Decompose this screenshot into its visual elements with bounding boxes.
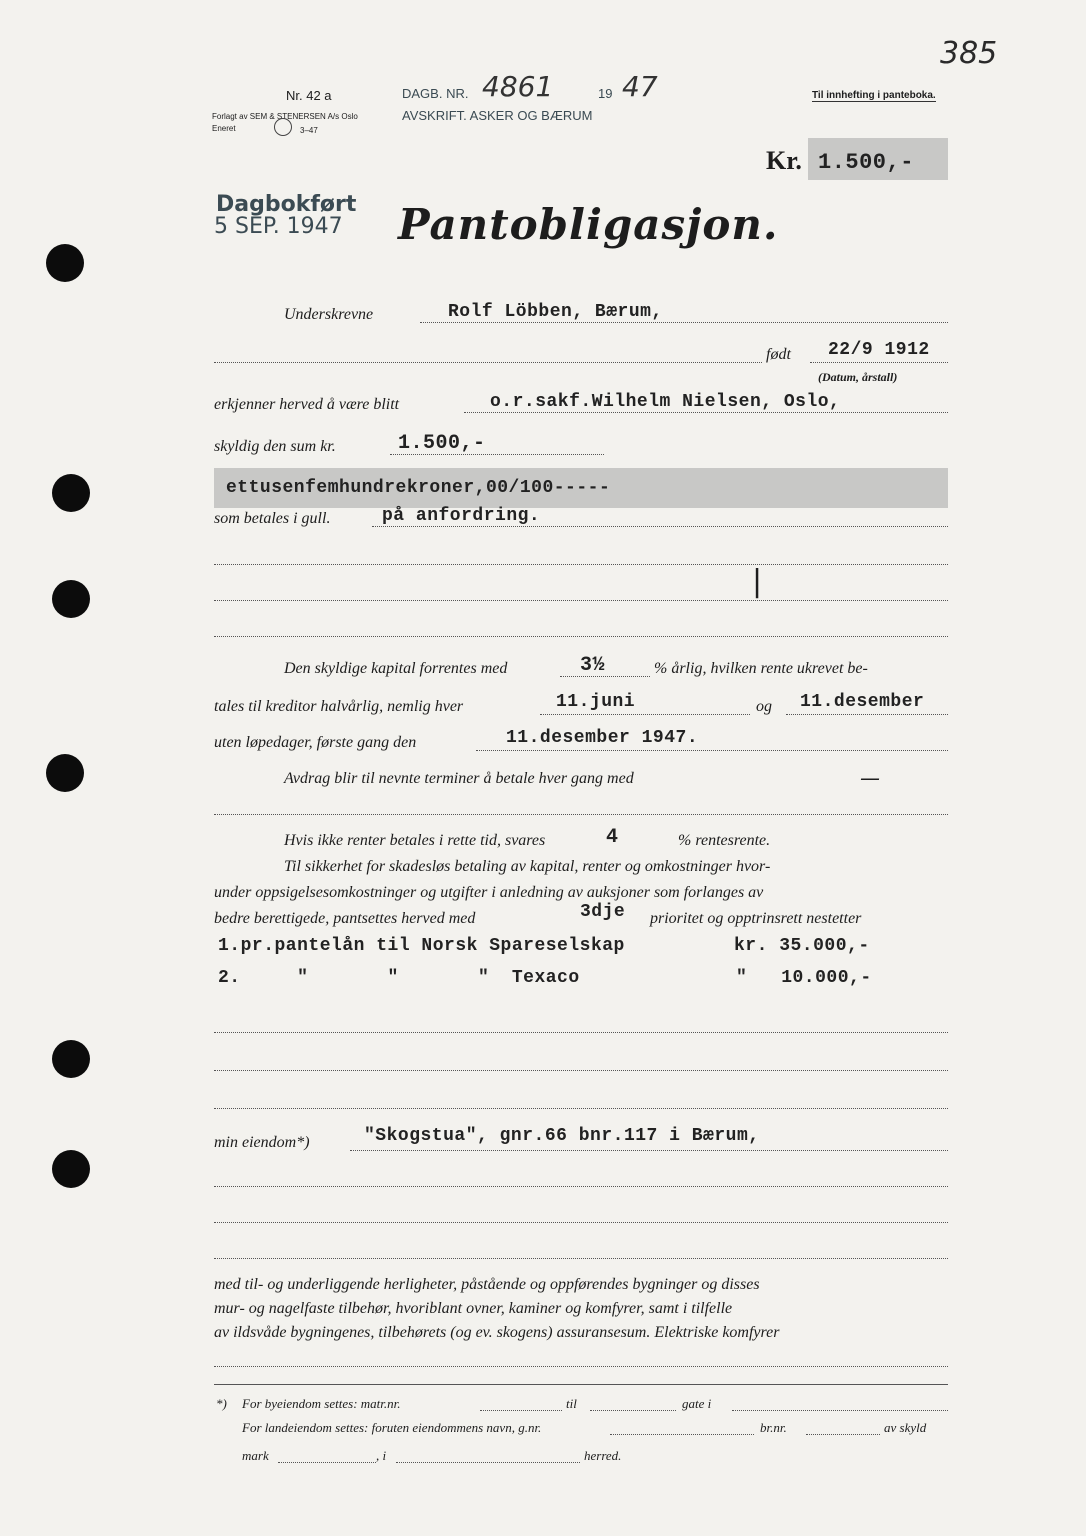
interest-rate: 3½ <box>580 654 606 677</box>
underskrevne-label: Underskrevne <box>284 306 374 323</box>
penalty-line: Hvis ikke renter betales i rette tid, svares <box>284 832 546 849</box>
kr-label: Kr. <box>766 146 802 175</box>
security-line3: bedre berettigede, pantsettes herved med <box>214 910 476 927</box>
security-line2: under oppsigelsesomkostninger og utgifter i anledning av auksjoner som forlanges av <box>214 884 764 901</box>
footnote-l1b: til <box>566 1396 577 1411</box>
form-number: Nr. 42 a <box>286 88 332 103</box>
underskrevne-value: Rolf Löbben, Bærum, <box>448 302 663 322</box>
punch-hole <box>52 474 90 512</box>
interest-line2: tales til kreditor halvårlig, nemlig hver <box>214 698 464 715</box>
fodt-line <box>810 362 948 363</box>
avdrag-blank-line <box>214 814 948 815</box>
page-title: Pantobligasjon. <box>398 200 779 249</box>
year-prefix: 19 <box>598 86 613 101</box>
avskrift-label: AVSKRIFT. ASKER OG BÆRUM <box>402 108 593 123</box>
security-line3-end: prioritet og opptrinsrett nestetter <box>650 910 862 927</box>
betales-value: på anfordring. <box>382 506 541 526</box>
skyldig-label: skyldig den sum kr. <box>214 438 336 455</box>
dagb-number: 4861 <box>482 70 554 103</box>
amount-words: ettusenfemhundrekroner,00/100----- <box>226 478 611 498</box>
blank-line <box>214 1366 948 1367</box>
footnote-l3c: herred. <box>584 1448 622 1463</box>
betales-line <box>372 526 948 527</box>
security-line1: Til sikkerhet for skadesløs betaling av kapital, renter og omkostninger hvor- <box>284 858 771 875</box>
og-label: og <box>756 698 772 715</box>
punch-hole <box>46 754 84 792</box>
closing-line3: av ildsvåde bygningenes, tilbehørets (og ev. skogens) assuransesum. Elektriske komfyrer <box>214 1324 780 1341</box>
date1-line <box>540 714 750 715</box>
avdrag-line: Avdrag blir til nevnte terminer å betale hver gang med <box>284 770 634 787</box>
footnote-divider <box>214 1384 948 1385</box>
fodt-value: 22/9 1912 <box>828 340 930 360</box>
avdrag-value: — <box>860 766 880 790</box>
interest-date1: 11.juni <box>556 692 636 712</box>
publisher-logo-icon <box>274 118 292 136</box>
blank-line <box>214 1070 948 1071</box>
publisher-line: Forlagt av SEM & STENERSEN A/s Oslo <box>212 112 358 121</box>
footnote-dots <box>278 1462 376 1463</box>
date2-line <box>786 714 948 715</box>
betales-label: som betales i gull. <box>214 510 331 527</box>
erkjenner-line <box>464 412 948 413</box>
stamp-date: 5 SEP. 1947 <box>214 214 343 239</box>
interest-date2: 11.desember <box>800 692 925 712</box>
punch-hole <box>52 580 90 618</box>
footnote-l1a: For byeiendom settes: matr.nr. <box>242 1396 401 1411</box>
interest-line1: Den skyldige kapital forrentes med <box>284 660 508 677</box>
penalty-line-end: % rentesrente. <box>678 832 771 849</box>
blank-line <box>214 600 948 601</box>
blank-line <box>214 1186 948 1187</box>
innhefting-label: Til innhefting i panteboka. <box>812 90 936 101</box>
closing-line1: med til- og underliggende herligheter, påstående og oppførendes bygninger og disses <box>214 1276 760 1293</box>
footnote-l3b: , i <box>376 1448 387 1463</box>
footnote-dots <box>480 1410 562 1411</box>
underskrevne-line <box>420 322 948 323</box>
footnote-dots <box>732 1410 948 1411</box>
prior-loan-1-amount: kr. 35.000,- <box>734 936 870 956</box>
footnote-l1c: gate i <box>682 1396 712 1411</box>
blank-line <box>214 1032 948 1033</box>
year-suffix: 47 <box>622 70 658 103</box>
closing-line2: mur- og nagelfaste tilbehør, hvoriblant ovner, kaminer og komfyrer, samt i tilfelle <box>214 1300 733 1317</box>
erkjenner-label: erkjenner herved å være blitt <box>214 396 400 413</box>
prior-loan-2-amount: " 10.000,- <box>736 968 872 988</box>
interest-line1-end: % årlig, hvilken rente ukrevet be- <box>654 660 868 677</box>
publisher-eneret: Eneret <box>212 124 236 133</box>
punch-hole <box>52 1150 90 1188</box>
priority-value: 3dje <box>580 902 626 922</box>
dagb-label: DAGB. NR. <box>402 86 469 101</box>
page-number: 385 <box>940 36 998 71</box>
publisher-date: 3–47 <box>300 126 318 135</box>
footnote-l2a: For landeiendom settes: foruten eiendommens navn, g.nr. <box>242 1420 542 1435</box>
prior-loan-2: 2. " " " Texaco <box>218 968 580 988</box>
skyldig-value: 1.500,- <box>398 432 486 455</box>
property-value: "Skogstua", gnr.66 bnr.117 i Bærum, <box>364 1126 760 1146</box>
blank-line <box>214 1222 948 1223</box>
datum-label: (Datum, årstall) <box>818 370 898 384</box>
dagbokfort-stamp: Dagbokført <box>216 192 357 217</box>
punch-hole <box>46 244 84 282</box>
erkjenner-value: o.r.sakf.Wilhelm Nielsen, Oslo, <box>490 392 841 412</box>
property-label: min eiendom*) <box>214 1134 310 1151</box>
property-line <box>350 1150 948 1151</box>
first-date: 11.desember 1947. <box>506 728 699 748</box>
penalty-rate: 4 <box>606 826 619 849</box>
kr-amount: 1.500,- <box>818 150 914 175</box>
blank-line <box>214 1258 948 1259</box>
footnote-dots <box>590 1410 676 1411</box>
footnote-star: *) <box>216 1396 227 1411</box>
blank-mark: | <box>752 564 763 599</box>
blank-line <box>214 636 948 637</box>
footnote-l2b: br.nr. <box>760 1420 787 1435</box>
footnote-dots <box>806 1434 880 1435</box>
footnote-l3a: mark <box>242 1448 269 1463</box>
blank-line <box>214 564 948 565</box>
blank-line <box>214 1108 948 1109</box>
prior-loan-1: 1.pr.pantelån til Norsk Spareselskap <box>218 936 625 956</box>
punch-hole <box>52 1040 90 1078</box>
name-continuation-line <box>214 362 762 363</box>
fodt-label: født <box>766 346 791 363</box>
first-date-line <box>476 750 948 751</box>
footnote-dots <box>610 1434 754 1435</box>
interest-line3: uten løpedager, første gang den <box>214 734 417 751</box>
footnote-l2c: av skyld <box>884 1420 927 1435</box>
footnote-dots <box>396 1462 580 1463</box>
